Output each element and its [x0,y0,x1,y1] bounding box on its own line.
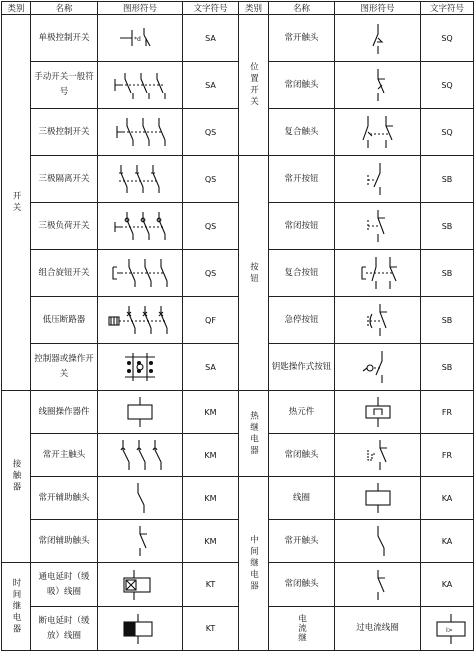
symbol-code: KM [183,434,239,477]
combination-rotary-switch-icon [98,250,183,297]
controller-switch-icon [98,344,183,391]
col-header: 类别 [239,2,269,15]
relay-contact-nc-icon [335,563,421,607]
symbol-code: SB [421,297,474,344]
circuit-breaker-icon [98,297,183,344]
symbol-name: 单极控制开关 [31,15,98,62]
symbol-code: QF [183,297,239,344]
off-delay-coil-icon [98,607,183,651]
symbol-code: FR [421,434,474,477]
symbol-name: 线圈操作器件 [31,391,98,434]
symbol-code: KT [183,607,239,651]
single-pole-switch-icon [98,15,183,62]
coil-icon [98,391,183,434]
col-header: 文字符号 [183,2,239,15]
button-no-icon [335,156,421,203]
symbol-code: SA [183,15,239,62]
symbol-name: 三极负荷开关 [31,203,98,250]
table-row [2,109,474,156]
key-button-icon [335,344,421,391]
relay-contact-no-icon [335,520,421,563]
col-header: 图形符号 [98,2,183,15]
symbol-name: 低压断路器 [31,297,98,344]
header-row [2,2,474,15]
category-label: 时间继电器 [11,577,21,636]
symbol-name: 常开触头 [269,520,335,563]
limit-contact-nc-icon [335,62,421,109]
category-cell [269,607,335,651]
symbol-name: 复合触头 [269,109,335,156]
symbol-code: KA [421,477,474,520]
manual-switch-icon [98,62,183,109]
table-row [2,563,474,607]
col-header: 文字符号 [421,2,474,15]
svg-text:I>: I> [446,626,453,634]
symbol-code: KM [183,520,239,563]
category-label: 中间继电器 [248,534,259,593]
symbol-code: SA [183,62,239,109]
symbol-name: 常闭触头 [269,62,335,109]
symbol-code: SQ [421,62,474,109]
symbol-name: 常闭触头 [269,563,335,607]
three-pole-control-switch-icon [98,109,183,156]
symbol-name: 急停按钮 [269,297,335,344]
relay-coil-icon [335,477,421,520]
symbol-name: 常开触头 [269,15,335,62]
category-label: 接触器 [11,459,21,494]
symbol-name: 常开辅助触头 [31,477,98,520]
category-label: 位置开关 [248,62,259,108]
symbol-code: KT [183,563,239,607]
symbol-code: QS [183,109,239,156]
table-row [2,520,474,563]
symbol-name: 线圈 [269,477,335,520]
table-row [2,62,474,109]
symbol-name: 常开按钮 [269,156,335,203]
symbol-name: 常闭辅助触头 [31,520,98,563]
category-label: 电流继 [296,614,307,643]
symbol-code: QS [183,203,239,250]
symbol-code: SB [421,156,474,203]
symbol-name: 常闭按钮 [269,203,335,250]
symbol-code: KM [183,391,239,434]
category-cell [239,156,269,391]
symbol-code: SQ [421,15,474,62]
svg-text:*d: *d [134,36,141,43]
overcurrent-coil-icon [421,607,474,651]
table-row [2,250,474,297]
symbol-name: 通电延时（缓吸）线圈 [31,563,98,607]
table-row [2,391,474,434]
col-header: 名称 [269,2,335,15]
symbol-name: 热元件 [269,391,335,434]
symbol-code: SB [421,344,474,391]
symbol-name: 钥匙操作式按钮 [269,344,335,391]
symbol-name: 手动开关一般符号 [31,62,98,109]
symbol-name: 组合旋钮开关 [31,250,98,297]
table-row [2,203,474,250]
symbol-code: KA [421,520,474,563]
aux-contact-no-icon [98,477,183,520]
table-row [2,15,474,62]
button-nc-icon [335,203,421,250]
table-row [2,607,474,651]
symbol-name: 复合按钮 [269,250,335,297]
symbol-name: 三极隔离开关 [31,156,98,203]
symbol-code: KM [183,477,239,520]
symbol-code: KA [421,563,474,607]
col-header: 图形符号 [335,2,421,15]
symbol-code: SQ [421,109,474,156]
on-delay-coil-icon [98,563,183,607]
thermal-contact-nc-icon [335,434,421,477]
symbol-name: 过电流线圈 [335,607,421,651]
aux-contact-nc-icon [98,520,183,563]
category-cell [2,15,31,391]
symbol-name: 断电延时（缓放）线圈 [31,607,98,651]
category-cell [2,563,31,651]
category-label: 按钮 [248,261,259,285]
symbol-name: 常开主触头 [31,434,98,477]
symbol-code: SA [183,344,239,391]
button-compound-icon [335,250,421,297]
category-label: 开关 [11,191,21,214]
category-cell [239,391,269,477]
limit-contact-no-icon [335,15,421,62]
table-row [2,434,474,477]
category-cell [239,15,269,156]
table-row [2,477,474,520]
category-cell [239,477,269,651]
main-contact-no-icon [98,434,183,477]
electrical-symbol-table [1,1,474,651]
table-row [2,156,474,203]
col-header: 名称 [31,2,98,15]
symbol-code: SB [421,250,474,297]
table-row [2,297,474,344]
category-label: 热继电器 [248,410,259,457]
symbol-name: 常闭触头 [269,434,335,477]
symbol-code: QS [183,156,239,203]
thermal-element-icon [335,391,421,434]
category-cell [2,391,31,563]
symbol-name: 三极控制开关 [31,109,98,156]
three-pole-isolating-switch-icon [98,156,183,203]
limit-contact-compound-icon [335,109,421,156]
table-row [2,344,474,391]
symbol-name: 控制器或操作开关 [31,344,98,391]
col-header: 类别 [2,2,31,15]
symbol-code: SB [421,203,474,250]
three-pole-load-switch-icon [98,203,183,250]
emergency-stop-icon [335,297,421,344]
symbol-code: QS [183,250,239,297]
symbol-code: FR [421,391,474,434]
